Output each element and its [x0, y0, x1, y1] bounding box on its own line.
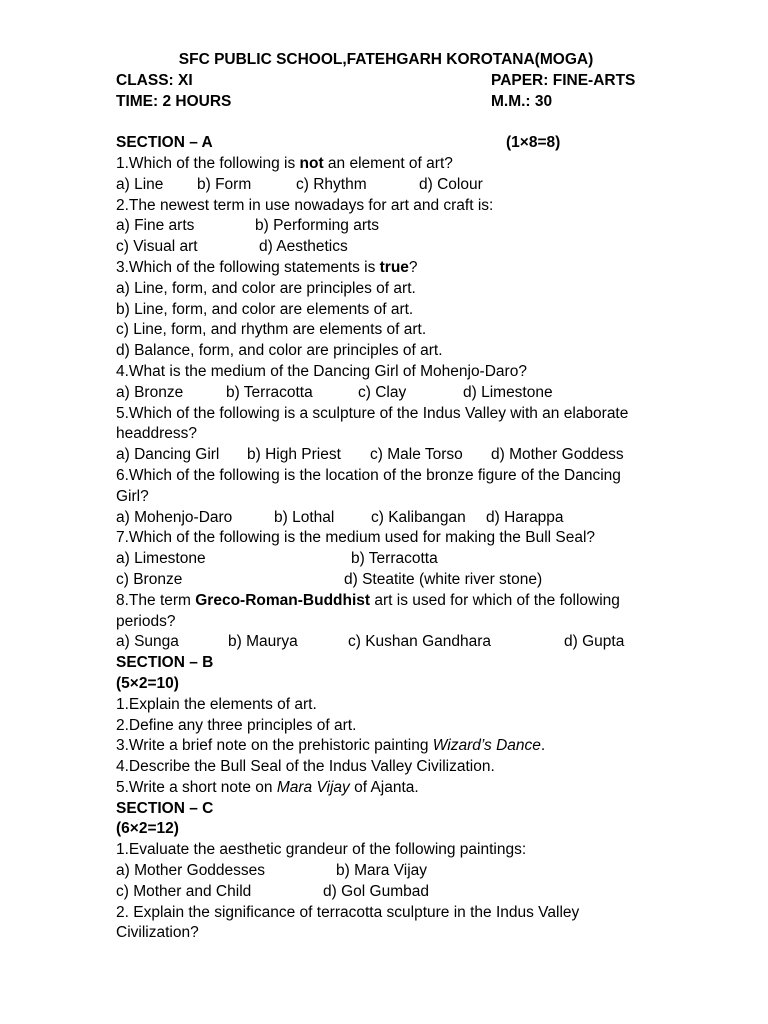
section-b-marks: (5×2=10): [116, 674, 179, 692]
option: c) Kushan Gandhara: [348, 633, 492, 651]
section-c-marks: (6×2=12): [116, 820, 179, 838]
option: a) Dancing Girl: [116, 446, 220, 464]
option: c) Clay: [358, 383, 407, 401]
question-a7: 7.Which of the following is the medium used for making the Bull Seal?: [116, 529, 596, 547]
option: d) Limestone: [463, 383, 553, 401]
question-b4: 4.Describe the Bull Seal of the Indus Valley Civilization.: [116, 758, 495, 776]
question-a8: 8.The term Greco-Roman-Buddhist art is used for which of the following periods?: [116, 591, 620, 630]
question-b2: 2.Define any three principles of art.: [116, 716, 357, 734]
section-b-title: SECTION – B: [116, 654, 214, 672]
options-a2-b: [116, 237, 656, 258]
option: b) Terracotta: [226, 383, 313, 401]
option: d) Gol Gumbad: [323, 882, 429, 900]
paper-label: PAPER: FINE-ARTS: [491, 71, 636, 89]
options-a6: [116, 508, 656, 529]
question-a4: 4.What is the medium of the Dancing Girl of Mohenjo-Daro?: [116, 362, 527, 380]
option: a) Limestone: [116, 550, 206, 568]
option: a) Mohenjo-Daro: [116, 508, 233, 526]
question-a5: 5.Which of the following is a sculpture of the Indus Valley with an elaborate headdress?: [116, 404, 629, 443]
option: c) Male Torso: [370, 446, 463, 464]
option: d) Gupta: [564, 633, 625, 651]
option: b) Performing arts: [255, 217, 380, 235]
option: d) Aesthetics: [259, 238, 348, 256]
option: b) Terracotta: [351, 550, 438, 568]
question-a3: 3.Which of the following statements is true?: [116, 258, 418, 276]
option: d) Harappa: [486, 508, 564, 526]
option: a) Fine arts: [116, 217, 195, 235]
option: c) Visual art: [116, 238, 198, 256]
option: c) Kalibangan: [371, 508, 466, 526]
option: b) Maurya: [228, 633, 298, 651]
options-c1-b: [116, 882, 656, 903]
option: a) Bronze: [116, 383, 184, 401]
time-row: [116, 92, 656, 113]
question-a6: 6.Which of the following is the location of the bronze figure of the Dancing Girl?: [116, 466, 621, 505]
section-c-title: SECTION – C: [116, 799, 214, 817]
option: b) Line, form, and color are elements of art.: [116, 300, 414, 318]
options-a2: [116, 216, 656, 237]
question-a2: 2.The newest term in use nowadays for art and craft is:: [116, 196, 494, 214]
option: b) Lothal: [274, 508, 335, 526]
options-a5: [116, 445, 656, 466]
option: d) Balance, form, and color are principles of art.: [116, 342, 443, 360]
options-a1: [116, 175, 656, 196]
options-a4: [116, 383, 656, 404]
options-c1: [116, 861, 656, 882]
option: d) Steatite (white river stone): [344, 570, 543, 588]
option: c) Rhythm: [296, 175, 367, 193]
class-row: [116, 71, 656, 92]
option: b) Form: [197, 175, 252, 193]
question-c2: 2. Explain the significance of terracotta sculpture in the Indus Valley Civilization?: [116, 903, 580, 942]
option: a) Line, form, and color are principles of art.: [116, 279, 416, 297]
option: b) Mara Vijay: [336, 862, 428, 880]
option: c) Line, form, and rhythm are elements of art.: [116, 321, 427, 339]
options-a7-b: [116, 570, 656, 591]
option: c) Bronze: [116, 570, 183, 588]
option: c) Mother and Child: [116, 882, 252, 900]
max-marks-label: M.M.: 30: [491, 92, 553, 110]
section-a-marks: (1×8=8): [506, 134, 561, 152]
option: a) Sunga: [116, 633, 179, 651]
option: a) Line: [116, 175, 164, 193]
question-paper: [116, 50, 656, 944]
question-b3: 3.Write a brief note on the prehistoric painting Wizard’s Dance.: [116, 737, 546, 755]
option: a) Mother Goddesses: [116, 862, 266, 880]
options-a8: [116, 632, 656, 653]
options-a7: [116, 549, 656, 570]
class-label: CLASS: XI: [116, 71, 193, 89]
question-c1: 1.Evaluate the aesthetic grandeur of the following paintings:: [116, 841, 527, 859]
option: d) Colour: [419, 175, 483, 193]
section-a-heading: [116, 133, 656, 154]
question-b5: 5.Write a short note on Mara Vijay of Ajanta.: [116, 778, 419, 796]
question-a1: 1.Which of the following is not an element of art?: [116, 154, 453, 172]
option: b) High Priest: [247, 446, 341, 464]
question-b1: 1.Explain the elements of art.: [116, 695, 317, 713]
school-title: SFC PUBLIC SCHOOL,FATEHGARH KOROTANA(MOGA): [178, 51, 594, 68]
time-label: TIME: 2 HOURS: [116, 92, 232, 110]
option: d) Mother Goddess: [491, 446, 624, 464]
section-a-title: SECTION – A: [116, 134, 213, 152]
